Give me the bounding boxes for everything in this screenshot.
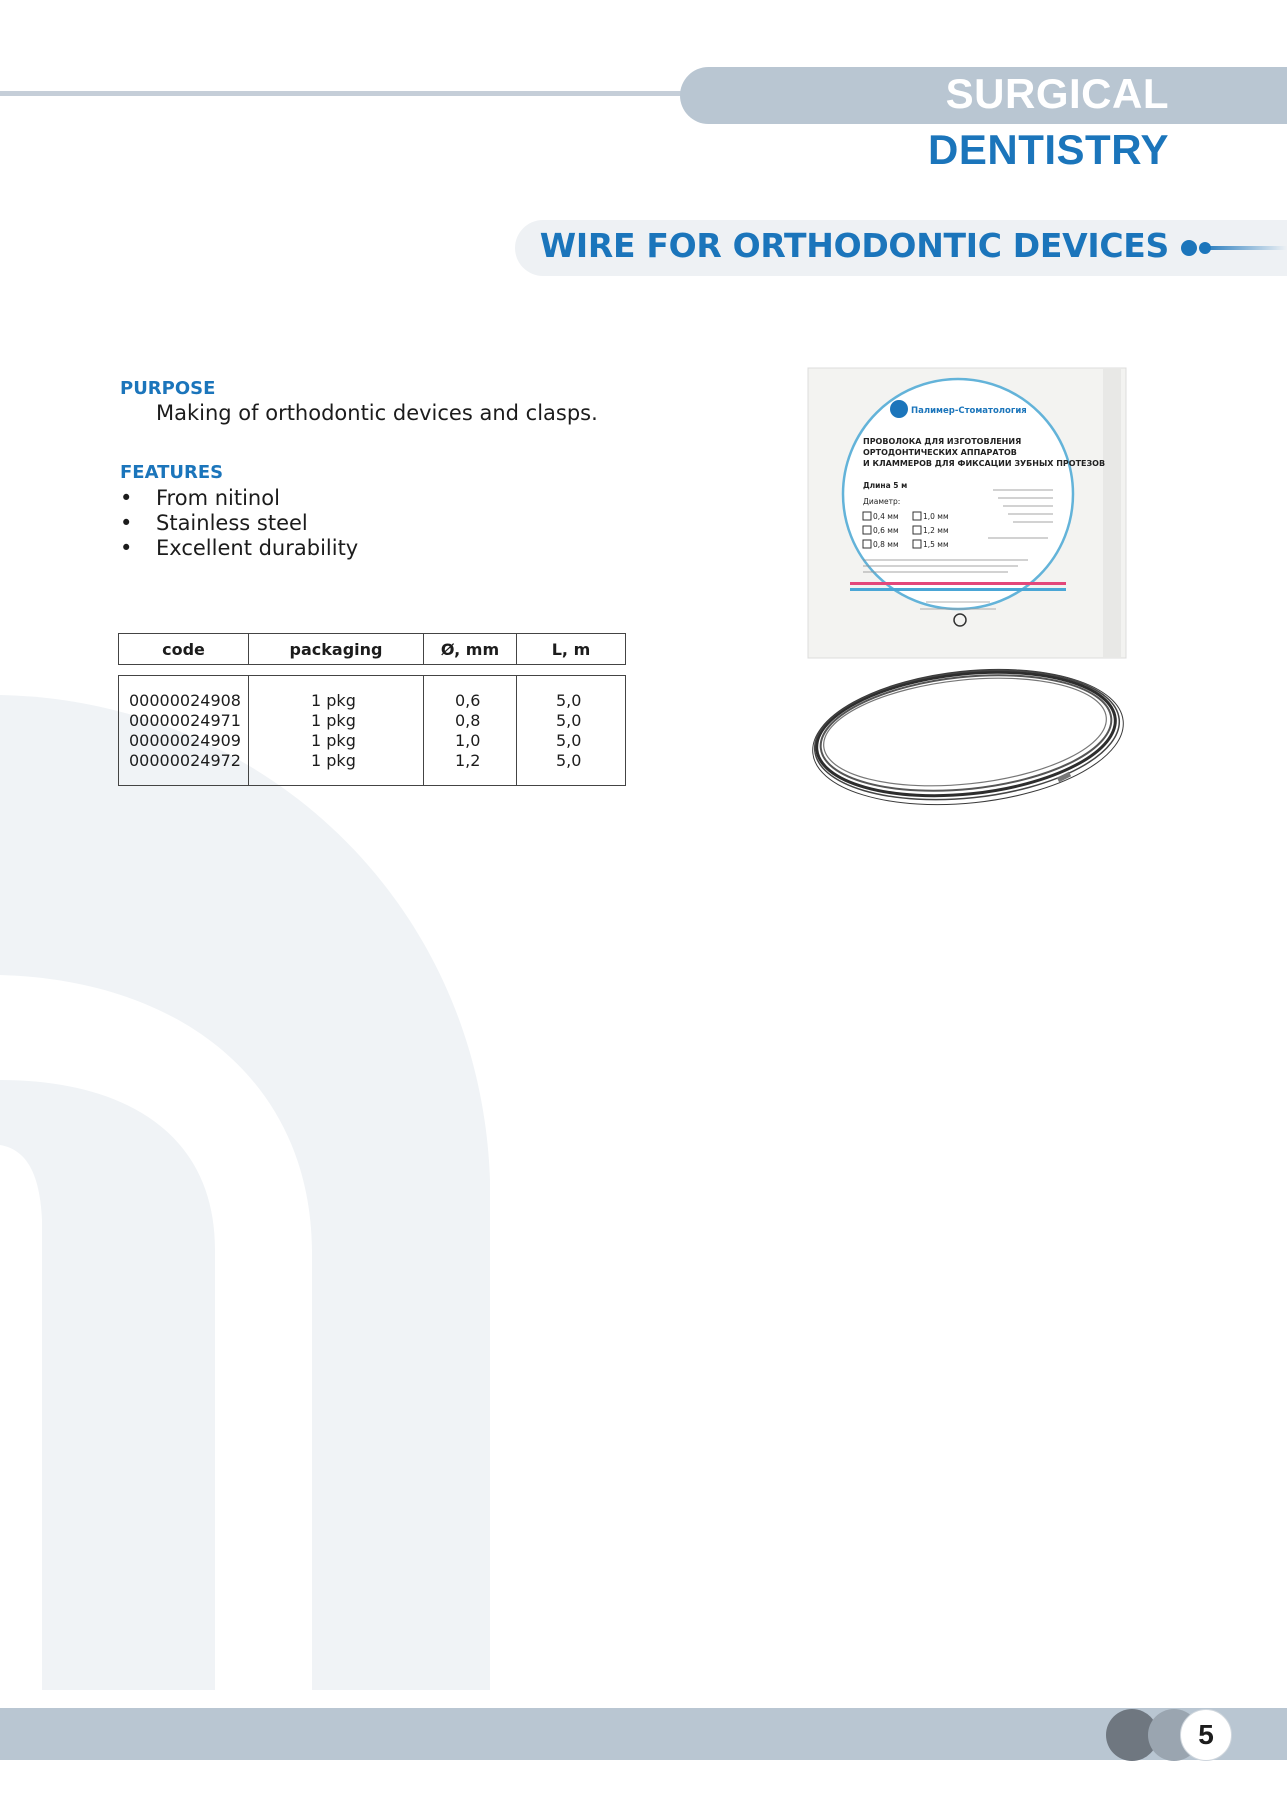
length-cell: 5,0: [556, 731, 582, 750]
code-cell: 00000024971: [129, 711, 241, 730]
length-cell: 5,0: [556, 691, 582, 710]
purpose-heading: PURPOSE: [120, 378, 216, 399]
column-header-length: L, m: [517, 634, 626, 665]
spec-table-header: [118, 633, 626, 665]
packaging-cell: 1 pkg: [311, 711, 356, 730]
category-title-line1: SURGICAL: [945, 70, 1169, 117]
column-header-packaging: packaging: [249, 634, 424, 665]
diameter-cell: 1,0: [455, 731, 481, 750]
product-title: WIRE FOR ORTHODONTIC DEVICES: [539, 226, 1169, 265]
product-image: [798, 362, 1138, 822]
code-column: [119, 676, 249, 786]
diameter-cell: 0,8: [455, 711, 481, 730]
purpose-text: Making of orthodontic devices and clasps.: [156, 401, 598, 425]
list-item: [120, 536, 358, 561]
bullet-icon: •: [120, 511, 133, 535]
packaging-cell: 1 pkg: [311, 751, 356, 770]
code-cell: 00000024972: [129, 751, 241, 770]
size-option: 1,5 мм: [923, 540, 949, 549]
package-line1: ПРОВОЛОКА ДЛЯ ИЗГОТОВЛЕНИЯ: [863, 437, 1022, 446]
column-header-code: code: [119, 634, 249, 665]
package-line2: ОРТОДОНТИЧЕСКИХ АППАРАТОВ: [863, 448, 1017, 457]
bullet-icon: •: [120, 536, 133, 560]
feature-text: Stainless steel: [156, 511, 308, 535]
size-option: 0,8 мм: [873, 540, 899, 549]
list-item: [120, 486, 358, 511]
package-line3: И КЛАММЕРОВ ДЛЯ ФИКСАЦИИ ЗУБНЫХ ПРОТЕЗОВ: [863, 459, 1106, 468]
size-option: 0,6 мм: [873, 526, 899, 535]
packaging-cell: 1 pkg: [311, 691, 356, 710]
bullet-icon: •: [120, 486, 133, 510]
packaging-column: [249, 676, 424, 786]
package-brand: Палимер-Стоматология: [911, 406, 1027, 416]
diameter-cell: 1,2: [455, 751, 481, 770]
page-number-badge: [1180, 1709, 1232, 1761]
package-length: Длина 5 м: [863, 481, 908, 490]
title-dots-icon: [1180, 236, 1287, 260]
length-cell: 5,0: [556, 751, 582, 770]
length-column: [517, 676, 626, 786]
header-rule-line: [0, 91, 690, 96]
features-list: [120, 486, 358, 561]
feature-text: Excellent durability: [156, 536, 359, 560]
diameter-cell: 0,6: [455, 691, 481, 710]
page-number: 5: [1198, 1719, 1214, 1750]
package-bag: [808, 368, 1126, 658]
category-title-line2: DENTISTRY: [928, 126, 1169, 173]
brand-logo-icon: [890, 400, 908, 418]
size-option: 1,0 мм: [923, 512, 949, 521]
spec-table-body: [118, 675, 626, 786]
package-diameter-label: Диаметр:: [863, 497, 901, 506]
footer-bar: [0, 1708, 1287, 1760]
column-header-diameter: Ø, mm: [424, 634, 517, 665]
wire-coil: [806, 655, 1130, 819]
diameter-column: [424, 676, 517, 786]
code-cell: 00000024908: [129, 691, 241, 710]
size-option: 1,2 мм: [923, 526, 949, 535]
features-heading: FEATURES: [120, 462, 224, 483]
code-cell: 00000024909: [129, 731, 241, 750]
packaging-cell: 1 pkg: [311, 731, 356, 750]
table-row: [119, 676, 626, 786]
feature-text: From nitinol: [156, 486, 280, 510]
list-item: [120, 511, 358, 536]
size-option: 0,4 мм: [873, 512, 899, 521]
length-cell: 5,0: [556, 711, 582, 730]
